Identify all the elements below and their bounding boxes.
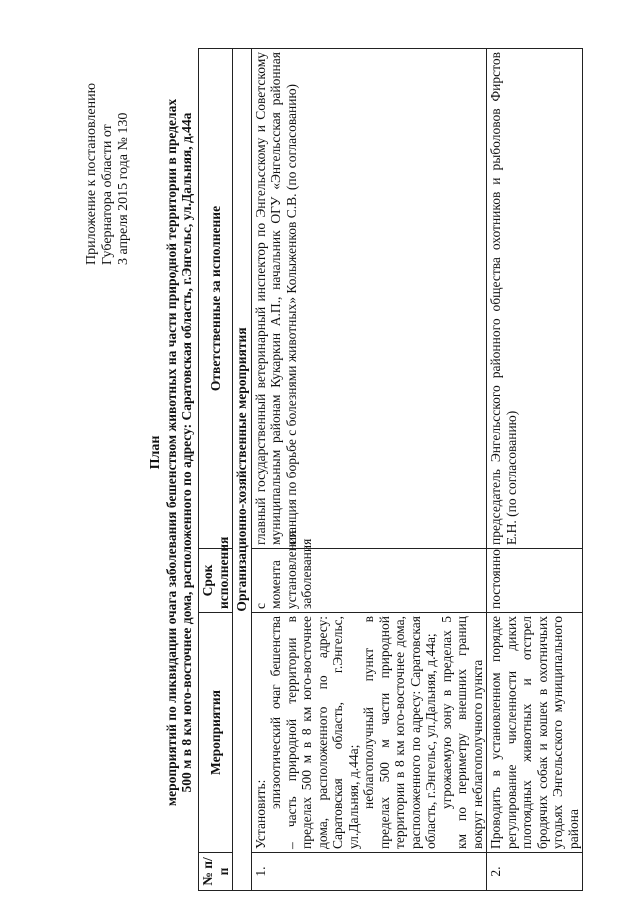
header-num: № п/п (199, 853, 233, 891)
measure-paragraph-2: неблагополучный пункт в пределах 500 м части природной территории в 8 км юго-восточнее дома, расположенного по адресу: Саратовская область, г.Энгельс, ул.Дальняя, д.44а; (361, 616, 438, 849)
title-heading: План (148, 435, 163, 470)
title-line-2: 500 м в 8 км юго-восточнее дома, расположенного по адресу: Саратовская область, г.Энгельс, ул.Дальняя, д.44а (179, 112, 194, 793)
table-header-row (199, 49, 233, 891)
row-responsible: председатель Энгельсского районного общества охотников и рыболовов Фирстов Е.Н. (по согласованию) (487, 49, 583, 549)
approval-line-2: Губернатора области от (100, 124, 115, 265)
approval-line-1: Приложение к постановлению (84, 82, 99, 265)
header-responsible: Ответственные за исполнение (199, 49, 233, 549)
section-title: Организационно-хозяйственные мероприятия (233, 49, 252, 891)
approval-line-3: 3 апреля 2015 года № 130 (116, 112, 131, 265)
measure-paragraph-1: эпизоотический очаг бешенства – часть природной территории в пределах 500 м в 8 км юго-восточнее дома, расположенного по адресу: Саратовская область, г.Энгельс, ул.Дальняя, д.44а; (268, 616, 361, 849)
measure-lead: Установить: (252, 779, 268, 849)
header-measures: Мероприятия (199, 613, 233, 853)
row-num: 1. (251, 853, 487, 891)
title-line-1: мероприятий по ликвидации очага заболевания бешенством животных на части природной территории в пределах (164, 98, 179, 807)
row-num: 2. (487, 853, 583, 891)
row-term: с момента установления заболевания (251, 549, 487, 613)
table-row (487, 49, 583, 891)
section-row (233, 49, 252, 891)
row-measure (251, 613, 487, 853)
measure-paragraph-3: угрожаемую зону в пределах 5 км по периметру внешних границ вокруг неблагополучного пункта (438, 616, 485, 849)
row-term: постоянно (487, 549, 583, 613)
row-measure: Проводить в установленном порядке регулирование численности диких плотоядных животных и отстрел бродячих собак и кошек в охотничьих угодьях Энгельсского муниципального района (487, 613, 583, 853)
document-title (148, 0, 194, 905)
table-row (251, 49, 487, 891)
row-responsible: главный государственный ветеринарный инспектор по Энгельсскому и Советскому муниципальным районам Кукаркин А.П., начальник ОГУ «Энгельсская районная станция по борьбе с болезнями животных» Колыженков С.В. (по согласованию) (251, 49, 487, 549)
measures-table (198, 48, 583, 891)
approval-note (84, 25, 132, 265)
header-term: Срок исполнения (199, 549, 233, 613)
